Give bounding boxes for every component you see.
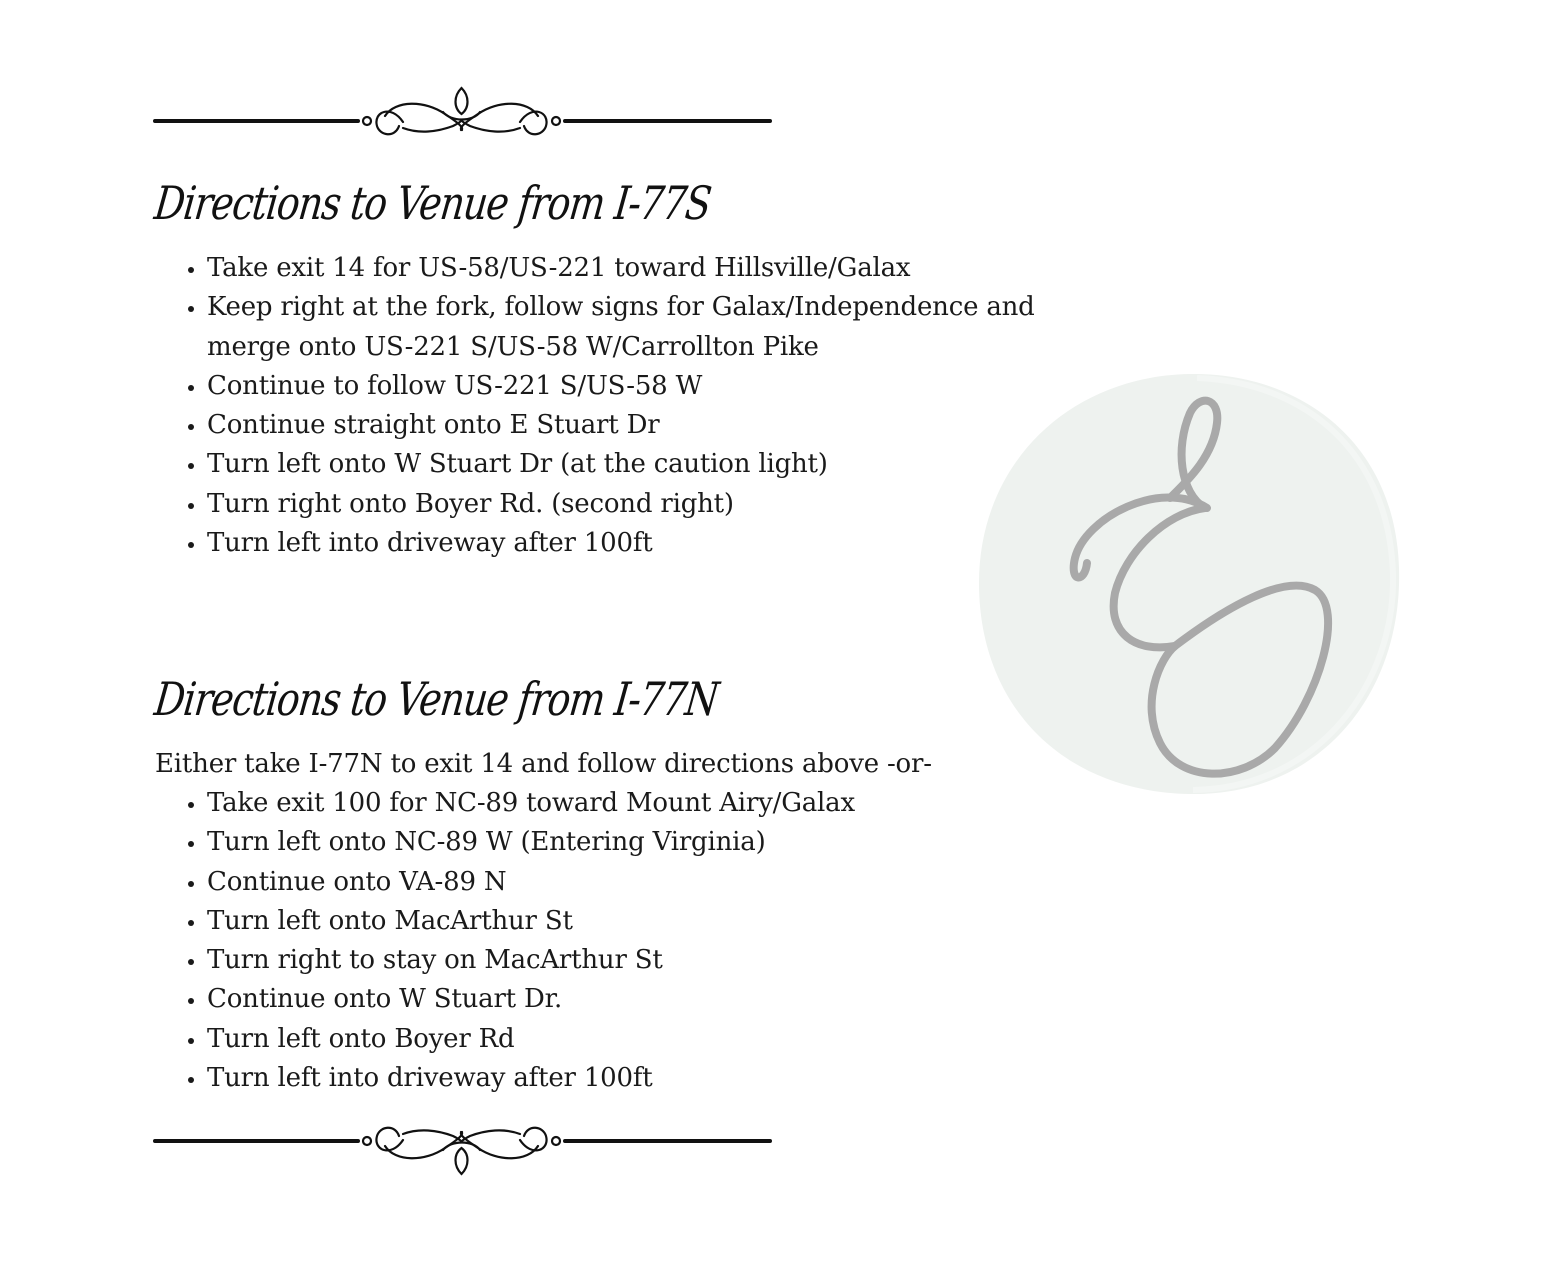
top-ornamental-divider xyxy=(153,72,773,172)
list-item: • Turn left onto MacArthur St xyxy=(207,902,1067,941)
scroll-ornament-icon xyxy=(153,1092,773,1192)
list-item: • Continue straight onto E Stuart Dr xyxy=(207,406,1067,445)
list-item: • Turn left onto Boyer Rd xyxy=(207,1020,1067,1059)
list-item: • Turn right onto Boyer Rd. (second right) xyxy=(207,485,1067,524)
list-item: • Turn left onto W Stuart Dr (at the caution light) xyxy=(207,445,1067,484)
section-heading-i77n: Directions to Venue from I-77N xyxy=(151,672,721,726)
list-item: • Keep right at the fork, follow signs for Galax/Independence and merge onto US-221 S/US-58 W/Carrollton Pike xyxy=(207,288,1067,367)
list-item: • Turn left into driveway after 100ft xyxy=(207,524,1067,563)
directions-list-i77n xyxy=(155,784,1067,1098)
directions-list-i77s xyxy=(155,249,1067,563)
list-item: • Take exit 14 for US-58/US-221 toward Hillsville/Galax xyxy=(207,249,1067,288)
list-item: • Turn left onto NC-89 W (Entering Virginia) xyxy=(207,823,1067,862)
intro-text-i77n: Either take I-77N to exit 14 and follow directions above -or- xyxy=(155,749,932,779)
list-item: • Continue onto VA-89 N xyxy=(207,863,1067,902)
bottom-ornamental-divider xyxy=(153,1092,773,1192)
section-heading-i77s: Directions to Venue from I-77S xyxy=(151,176,714,230)
scroll-ornament-icon xyxy=(153,72,773,172)
monogram-logo xyxy=(975,368,1405,798)
list-item: • Turn left into driveway after 100ft xyxy=(207,1059,1067,1098)
list-item: • Turn right to stay on MacArthur St xyxy=(207,941,1067,980)
eo-monogram-icon xyxy=(975,368,1405,798)
list-item: • Continue to follow US-221 S/US-58 W xyxy=(207,367,1067,406)
list-item: • Take exit 100 for NC-89 toward Mount Airy/Galax xyxy=(207,784,1067,823)
list-item: • Continue onto W Stuart Dr. xyxy=(207,980,1067,1019)
